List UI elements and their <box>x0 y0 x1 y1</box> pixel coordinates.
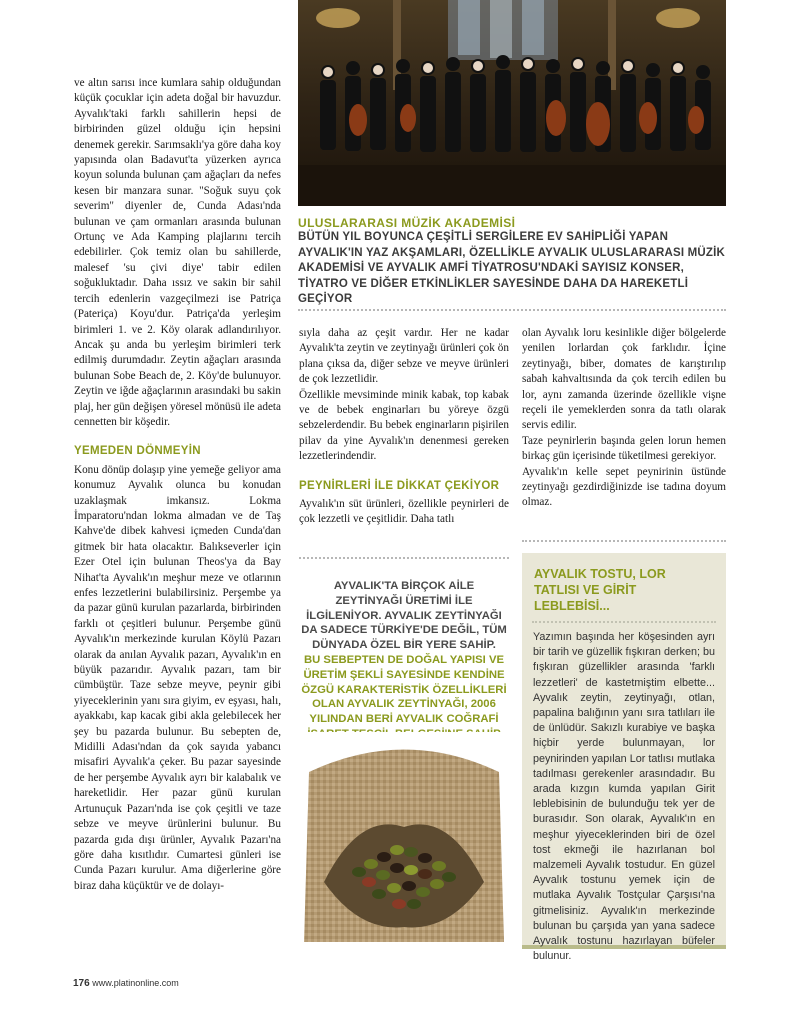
article-paragraph: Ayvalık'ın kelle sepet peynirinin üstünde zeytinyağı gezdirdiğinizde ise tadına doyum olmaz. <box>522 465 726 509</box>
article-paragraph: Konu dönüp dolaşıp yine yemeğe geliyor ama konumuz Ayvalık olunca bu konudan uzaklaşmak imkansız. Lokma İmparatoru'ndan lokma almadan ve de Taş Kahve'de dibek kahvesi içmeden Cunda'dan gitmek bir hata olacaktır. Balıkseverler için Ezer Otel için bulunan Theos'ya da Bay Nihat'ta Ayvalık'ın meşhur meze ve otlarının enfes lezzetlerini bulabilirsiniz. Perşembe ya da pazar günü kurulan pazarlarda, birbirinden farklı ot çeşitleri bulunur. Perşembe günü Ayvalık'ın merkezinde kurulan Köylü Pazarı olarak da anılan Ayvalık pazarı, Ayvalık'ın en büyük pazarıdır. Ayvalık pazarı, tam bir cümbüştür. Taze sebze meyve, peynir gibi yiyeceklerinin yanı sıra giyim, ev eşyası, halı, ayakkabı, kap kacak gibi akla gelebilecek her şey bu pazarda bulunur. Bu sebepten de, Midilli Adası'ndan da çok sayıda yabancı misafiri Ayvalık'a çeker. Bu pazar sayesinde de her perşembe Ayvalık ayrı bir kalabalık ve hareketlidir. Her pazar günü kurulan Artunuçuk Pazarı'nda ise çok çeşitli ve taze sebze ve meyve ürünlerini bulunur. Bu pazarda gıda dışı ürünler, Ayvalık Pazarı'na göre daha kısıtlıdır. Cumartesi günleri ise Cunda Pazarı kurulur. Ama diğerlerine göre biraz daha küçüktür ve de dolayı- <box>74 463 281 892</box>
pull-quote <box>299 579 509 742</box>
section-heading: YEMEDEN DÖNMEYİN <box>74 445 201 458</box>
caption-body: BÜTÜN YIL BOYUNCA ÇEŞİTLİ SERGİLERE EV SAHİPLİĞİ YAPAN AYVALIK'IN YAZ AKŞAMLARI, ÖZELLİKLE AYVALIK ULUSLARARASI MÜZİK AKADEMİSİ VE AYVALIK AMFİ TİYATROSU'NDAKİ SAYISIZ KONSER, TİYATRO VE DİĞER ETKİNLİKLER SAYESİNDE DAHA DA HAREKETLİ GEÇİYOR <box>298 231 726 305</box>
article-paragraph: Taze peynirlerin başında gelen lorun hemen birkaç gün içerisinde tüketilmesi gerekiyor. <box>522 434 726 463</box>
article-column-3 <box>522 326 726 511</box>
pull-quote-part-1: AYVALIK'TA BİRÇOK AİLE ZEYTİNYAĞI ÜRETİMİ İLE İLGİLENİYOR. AYVALIK ZEYTİNYAĞI DA SADECE TÜRKİYE'DE DEĞİL, TÜM DÜNYADA ÖZEL BİR YERE SAHİP. <box>301 580 507 652</box>
sidebar-body: Yazımın başında her köşesinden ayrı bir tarih ve güzellik fışkıran derken; bu fışkıran güzellikler arasında 'farklı lezzetleri' de kastetmiştim elbette... Ayvalık zeytin, zeytinyağı, otlan, papalina balığının yanı sıra tatlıları ile de ünlüdür. Sakızlı kurabiye ve başka hiçbir yerde bulunmayan, lor peynirinden yapılan Lor tatlısı mutlaka tadılması gerekenler arasındadır. Bu arada kızgın kumda yapılan Girit leblebisinin de bulunduğu tek yer de burasıdır. Son olarak, Ayvalık'ın en meşhur yiyeceklerinden biri de özel tost ekmeği ile hazırlanan bol malzemeli Ayvalık tostudur. En güzel Ayvalık tostunu yemek için de mutlaka Ayvalık Tostçular Çarşısı'na gitmelisiniz. Ayvalık'ın merkezinde bulunan bu çarşıda yan yana sadece Ayvalık tostunu hazırlayan büfeler bulunur. <box>533 631 715 963</box>
orchestra-photo <box>298 0 726 206</box>
article-paragraph: olan Ayvalık loru kesinlikle diğer bölgelerde yenilen lorlardan çok farklıdır. İçine zeytinyağı, biber, domates de karıştırılıp sabah kahvaltısında da çok tercih edilen bu lor, aynı zamanda üzerinde özellikle vişne reçeli ile yemeklerden sonra da tatlı olarak servis edilir. <box>522 327 726 432</box>
website-url: www.platinonline.com <box>92 978 179 988</box>
article-paragraph: ve altın sarısı ince kumlara sahip olduğundan küçük çocuklar için adeta doğal bir havuzdur. Ayvalık'taki farklı sahillerin hepsi de birbirinden güzel olduğu için hepsini denemek gerekir. Sarımsaklı'ya göre daha koy yapısında olan Badavut'ta yüzerken ayrıca koyun solunda bulunan çam ağaçları da nefes kesen bir manzara sunar. "Soğuk suyu çok severim" diyenler de, Cunda Adası'nda bulunan ve çam ormanları arasında bulunan Ortunç ve Ada Kamping plajlarını tercih edebilirler. Çok temiz olan bu sahillerde, malesef 'su çivi diye' tabir edilen soğukluktadır. Daha ıssız ve sakin bir sahil tercih edenlerin vazgeçilmezi ise Patriça (Pateriça) Koyu'dur. Patriça'da yerleşim birimleri 1. ve 2. Köy olarak adlandırılıyor. Ancak şu anda bu yerleşim birimleri terk edilmiş durumdadır. Zeytin ağaçları arasında bulunan Sobe Beach de, 2. Köy'de bulunuyor. Zeytin ve iğde ağaçlarının arasındaki bu sakin plaj, her gün değişen yöresel mönüsü ile adeta cennetten bir köşedir. <box>74 77 281 428</box>
article-paragraph: Ayvalık'ın süt ürünleri, özellikle peynirleri de çok lezzetli ve çeşitlidir. Daha tatlı <box>299 498 509 526</box>
caption-title: ULUSLARARASI MÜZİK AKADEMİSİ <box>298 216 516 230</box>
article-paragraph: sıyla daha az çeşit vardır. Her ne kadar Ayvalık'ta zeytin ve zeytinyağı ürünleri çok ön plana çıksa da, diğer sebze ve meyve ürünleri de çok lezzetlidir. <box>299 327 509 386</box>
section-heading: PEYNİRLERİ İLE DİKKAT ÇEKİYOR <box>299 479 500 492</box>
page-footer <box>73 978 179 989</box>
article-column-1 <box>74 76 281 894</box>
dotted-divider <box>298 309 726 311</box>
sidebar-box <box>522 553 726 963</box>
dotted-divider <box>299 557 509 559</box>
page-number: 176 <box>73 978 90 989</box>
photo-caption <box>298 216 726 308</box>
article-column-2 <box>299 326 509 528</box>
article-paragraph: Özellikle mevsiminde minik kabak, top kabak ve de bebek enginarları bu yöreye özgü sebzelerdendir. Bu bebek enginarların pişirilen pilav da yine Ayvalık'ın denenmesi gereken lezzetlerindendir. <box>299 388 509 463</box>
pull-quote-part-2: BU SEBEPTEN DE DOĞAL YAPISI VE ÜRETİM ŞEKLİ SAYESİNDE KENDİNE ÖZGÜ KARAKTERİSTİK ÖZELLİKLERİ OLAN AYVALIK ZEYTİNYAĞI, 2006 YILINDAN BERİ AYVALIK COĞRAFİ <box>301 653 507 726</box>
dotted-divider <box>522 540 726 542</box>
sidebar-title: AYVALIK TOSTU, LOR TATLISI VE GİRİT LEBLEBİSİ... <box>534 567 666 613</box>
olive-sack-photo <box>299 732 509 942</box>
